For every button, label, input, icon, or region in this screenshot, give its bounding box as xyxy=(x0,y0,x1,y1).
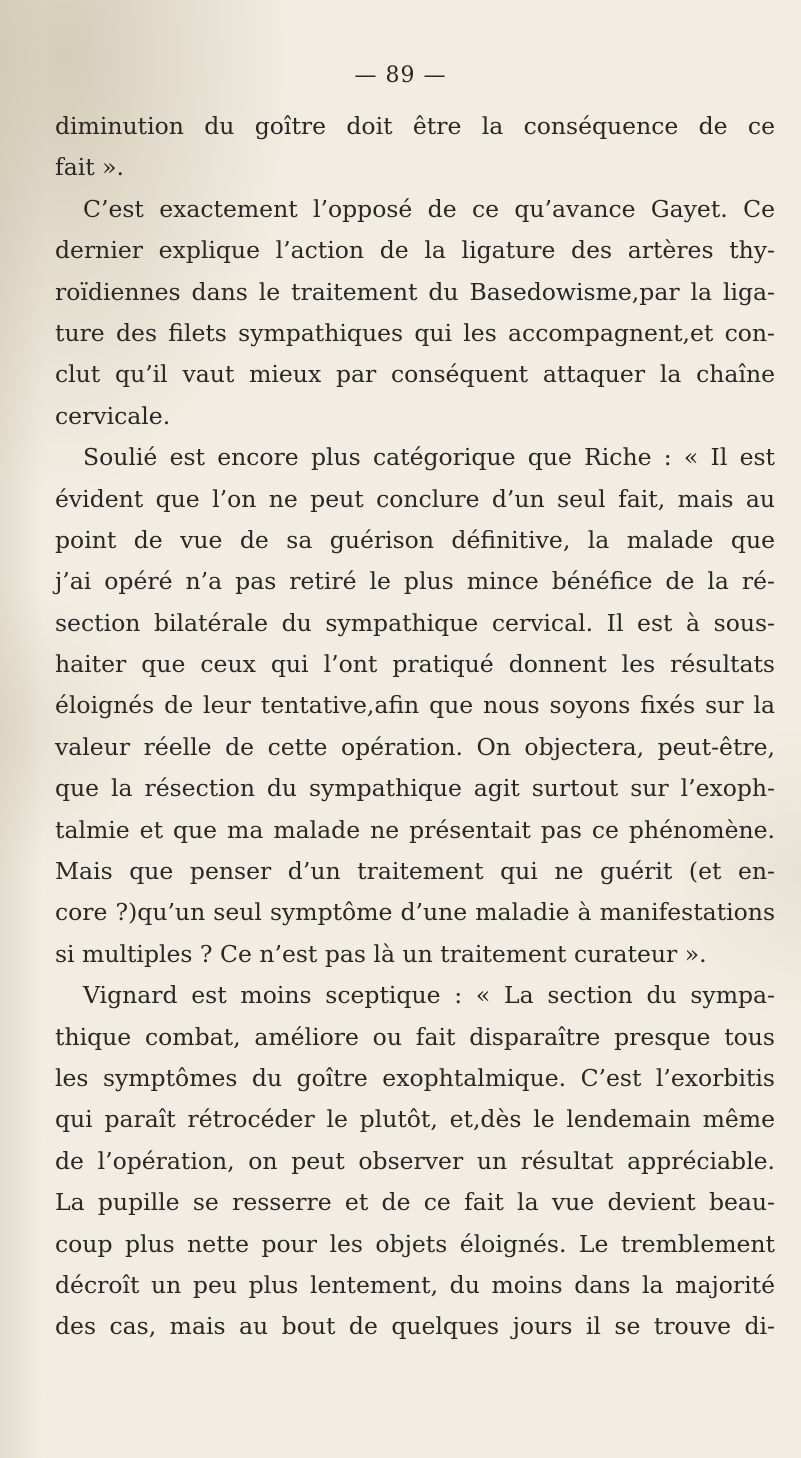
text-line: évident que l’on ne peut conclure d’un seul fait, mais au xyxy=(55,484,775,513)
text-line: si multiples ? Ce n’est pas là un traitement curateur ». xyxy=(55,939,707,968)
text-line: Soulié est encore plus catégorique que Riche : « Il est xyxy=(83,443,775,472)
text-line: section bilatérale du sympathique cervical. Il est à sous- xyxy=(55,608,775,637)
text-line: de l’opération, on peut observer un résultat appréciable. xyxy=(55,1146,775,1175)
text-line: roïdiennes dans le traitement du Basedowisme,par la liga- xyxy=(55,277,775,306)
text-line: dernier explique l’action de la ligature des artères thy- xyxy=(55,236,775,265)
text-line: des cas, mais au bout de quelques jours il se trouve di- xyxy=(55,1312,775,1341)
text-line: C’est exactement l’opposé de ce qu’avance Gayet. Ce xyxy=(83,194,775,223)
text-line: thique combat, améliore ou fait disparaître presque tous xyxy=(55,1022,775,1051)
text-line: cervicale. xyxy=(55,401,171,430)
text-line: point de vue de sa guérison définitive, la malade que xyxy=(55,525,775,554)
text-line: fait ». xyxy=(55,153,124,182)
text-line: coup plus nette pour les objets éloignés. Le tremblement xyxy=(55,1229,775,1258)
text-line: Vignard est moins sceptique : « La section du sympa- xyxy=(83,981,775,1010)
text-line: core ?)qu’un seul symptôme d’une maladie à manifestations xyxy=(55,898,775,927)
text-line: que la résection du sympathique agit surtout sur l’exoph- xyxy=(55,774,775,803)
text-line: valeur réelle de cette opération. On objectera, peut-être, xyxy=(55,732,775,761)
text-line: diminution du goître doit être la conséquence de ce xyxy=(55,112,775,140)
text-line: qui paraît rétrocéder le plutôt, et,dès le lendemain même xyxy=(55,1105,775,1134)
text-line: talmie et que ma malade ne présentait pas ce phénomène. xyxy=(55,815,775,844)
text-line: j’ai opéré n’a pas retiré le plus mince bénéfice de la ré- xyxy=(55,567,775,596)
text-line: La pupille se resserre et de ce fait la vue devient beau- xyxy=(55,1188,775,1217)
page-number: — 89 — xyxy=(354,63,447,88)
text-line: Mais que penser d’un traitement qui ne guérit (et en- xyxy=(55,857,775,886)
text-line: les symptômes du goître exophtalmique. C’est l’exorbitis xyxy=(55,1063,775,1092)
text-line: ture des filets sympathiques qui les accompagnent,et con- xyxy=(55,318,775,347)
text-line: haiter que ceux qui l’ont pratiqué donnent les résultats xyxy=(55,650,775,679)
text-line: décroît un peu plus lentement, du moins dans la majorité xyxy=(55,1270,775,1299)
text-line: clut qu’il vaut mieux par conséquent attaquer la chaîne xyxy=(55,360,775,389)
body-text xyxy=(55,106,775,1348)
text-line: éloignés de leur tentative,afin que nous soyons fixés sur la xyxy=(55,691,775,720)
